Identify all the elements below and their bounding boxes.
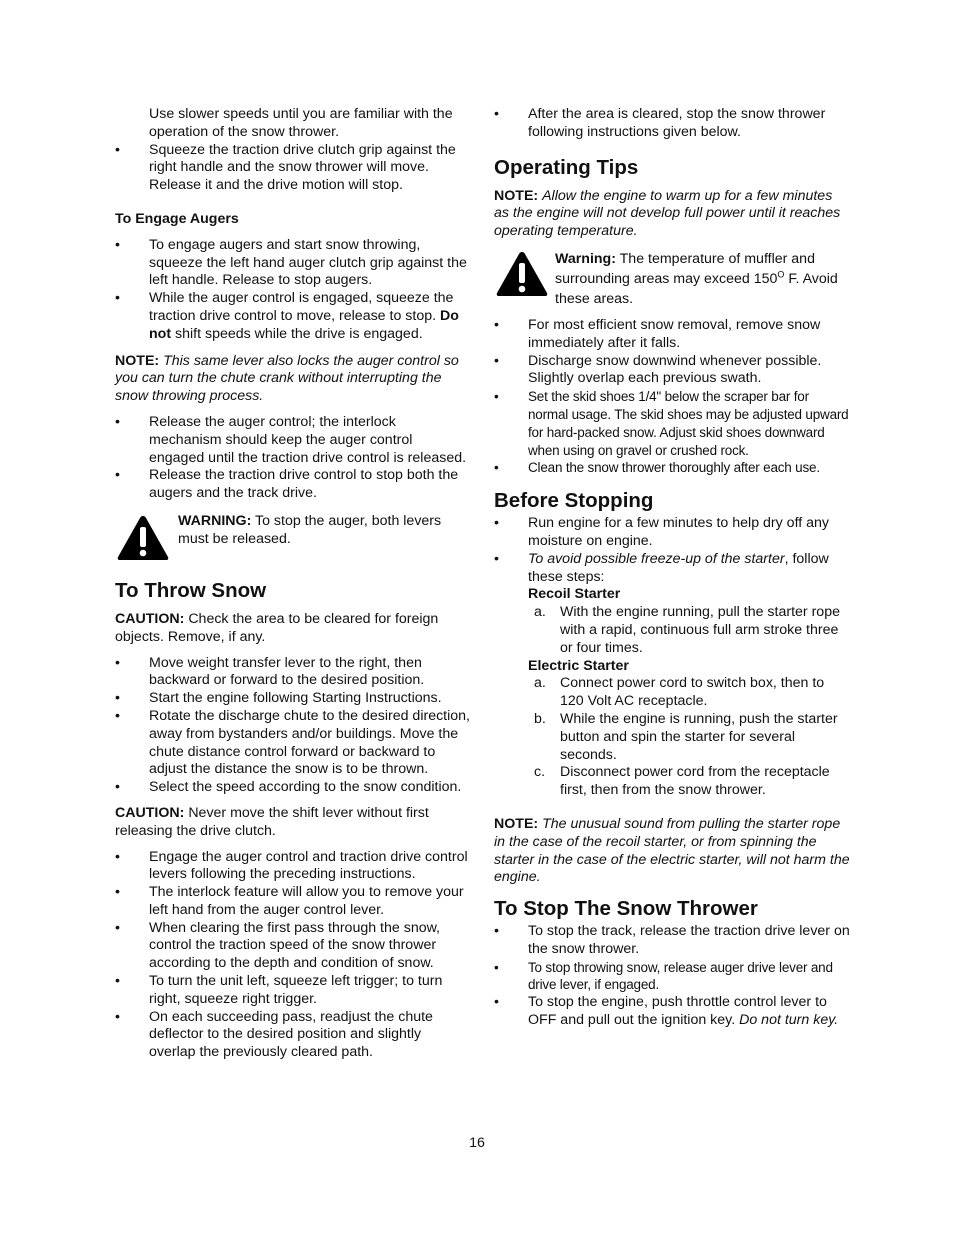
- list-item: • To stop the track, release the traction drive lever on the snow thrower.: [494, 923, 850, 959]
- list-item: [534, 764, 850, 800]
- step-marker: a.: [534, 604, 546, 621]
- italic-text: Do not turn key.: [739, 1012, 839, 1029]
- step-marker: a.: [534, 675, 546, 692]
- list-item: • To stop throwing snow, release auger drive lever and drive lever, if engaged.: [494, 959, 850, 995]
- final-bullet-list: [115, 849, 471, 1063]
- list-item: • After the area is cleared, stop the snow thrower following instructions given below.: [494, 106, 850, 142]
- list-item: • Rotate the discharge chute to the desired direction, away from bystanders and/or buildings. Move the chute distance control forward or backward to adjust the distance the snow is to be thrown.: [115, 708, 471, 779]
- stopping-bullet-list: [494, 515, 850, 586]
- degree-superscript: O: [777, 269, 785, 280]
- stop-bullet-list: [494, 923, 850, 1030]
- bullet-text: To stop the engine, push throttle control lever to OFF and pull out the ignition key.: [528, 994, 827, 1029]
- note-label: NOTE:: [115, 352, 160, 369]
- bullet-text: While the auger control is engaged, squeeze the traction drive control to move, release to stop.: [149, 290, 454, 324]
- step-marker: b.: [534, 710, 546, 727]
- list-item: • To turn the unit left, squeeze left trigger; to turn right, squeeze right trigger.: [115, 973, 471, 1009]
- bold-emphasis: Do not: [149, 307, 459, 342]
- top-bullet-list: [494, 106, 850, 142]
- step-text: Disconnect power cord from the receptacle first, then from the snow thrower.: [560, 764, 830, 799]
- note-text: Allow the engine to warm up for a few minutes as the engine will not develop full power until it reaches operating temperature.: [494, 187, 841, 240]
- list-item: • Move weight transfer lever to the right, then backward or forward to the desired position.: [115, 655, 471, 691]
- list-item: • Run engine for a few minutes to help dry off any moisture on engine.: [494, 515, 850, 551]
- warning-text: The temperature of muffler and surrounding areas may exceed 150: [555, 250, 815, 287]
- list-item: • Release the auger control; the interlock mechanism should keep the auger control engaged until the traction drive control is released.: [115, 414, 471, 467]
- list-item: • Release the traction drive control to stop both the augers and the track drive.: [115, 467, 471, 503]
- tips-bullet-list: [494, 317, 850, 477]
- recoil-steps-list: [494, 604, 850, 657]
- throw-bullet-list: [115, 655, 471, 797]
- intro-bullet-list: [115, 142, 471, 195]
- bullet-text-rest: shift speeds while the drive is engaged.: [175, 325, 423, 342]
- recoil-starter-label: Recoil Starter: [528, 586, 621, 603]
- step-text: Connect power cord to switch box, then to 120 Volt AC receptacle.: [560, 675, 825, 710]
- list-item: [534, 675, 850, 711]
- list-item: [494, 994, 850, 1030]
- list-item: • Discharge snow downwind whenever possible. Slightly overlap each previous swath.: [494, 353, 850, 389]
- electric-starter-label: Electric Starter: [528, 657, 629, 674]
- list-item: [494, 551, 850, 587]
- step-text: With the engine running, pull the starter rope with a rapid, continuous full arm stroke three or four times.: [560, 604, 840, 656]
- note-paragraph: [115, 353, 471, 406]
- list-item: • Start the engine following Starting Instructions.: [115, 690, 471, 708]
- list-item: • Engage the auger control and traction drive control levers following the preceding instructions.: [115, 849, 471, 885]
- list-item: • Select the speed according to the snow condition.: [115, 779, 471, 797]
- electric-steps-list: [494, 675, 850, 800]
- warning-text: To stop the auger, both levers must be released.: [178, 512, 442, 547]
- intro-continuation: Use slower speeds until you are familiar with the operation of the snow thrower.: [149, 106, 453, 140]
- step-text: While the engine is running, push the starter button and spin the starter for several seconds.: [560, 710, 838, 763]
- bullet-text-rest: , follow these steps:: [528, 550, 829, 585]
- list-item: • For most efficient snow removal, remove snow immediately after it falls.: [494, 317, 850, 353]
- interlock-bullet-list: [115, 414, 471, 503]
- list-item: [534, 711, 850, 764]
- list-item: • The interlock feature will allow you to remove your left hand from the auger control lever.: [115, 884, 471, 920]
- warning-block: [115, 513, 471, 565]
- left-column: [115, 106, 471, 1062]
- caution-label: CAUTION:: [115, 804, 185, 821]
- italic-text: To avoid possible freeze-up of the starter: [528, 550, 785, 567]
- note-label: NOTE:: [494, 187, 539, 204]
- caution-paragraph: [115, 611, 471, 647]
- list-item: [534, 604, 850, 657]
- warning-triangle-icon: [117, 515, 169, 561]
- list-item: • On each succeeding pass, readjust the chute deflector to the desired position and slightly overlap the previously cleared path.: [115, 1009, 471, 1062]
- list-item: • Squeeze the traction drive clutch grip against the right handle and the snow thrower will move. Release it and the drive motion will stop.: [115, 142, 471, 195]
- augers-bullet-list: [115, 237, 471, 344]
- step-marker: c.: [534, 764, 546, 781]
- warning-block: [494, 249, 850, 309]
- caution-label: CAUTION:: [115, 610, 185, 627]
- section-heading-throw-snow: To Throw Snow: [115, 578, 267, 602]
- warning-text-rest: F. Avoid these areas.: [555, 270, 838, 307]
- note-text: This same lever also locks the auger control so you can turn the chute crank without interrupting the snow throwing process.: [115, 352, 459, 405]
- note-text: The unusual sound from pulling the starter rope in the case of the recoil starter, or from spinning the starter in the case of the electric starter, will not harm the engine.: [494, 815, 850, 886]
- list-item: • To engage augers and start snow throwing, squeeze the left hand auger clutch grip against the left handle. Release to stop augers.: [115, 237, 471, 290]
- section-heading-stop-snow-thrower: To Stop The Snow Thrower: [494, 897, 758, 921]
- note-label: NOTE:: [494, 815, 539, 832]
- warning-label: Warning:: [555, 250, 616, 267]
- warning-triangle-icon: [496, 251, 548, 297]
- caution-text: Never move the shift lever without first releasing the drive clutch.: [115, 804, 429, 839]
- warning-label: WARNING:: [178, 512, 252, 529]
- caution-text: Check the area to be cleared for foreign objects. Remove, if any.: [115, 610, 439, 645]
- note-paragraph: [494, 816, 850, 887]
- page-number: 16: [469, 1135, 485, 1151]
- note-paragraph: [494, 188, 850, 241]
- list-item: • Set the skid shoes 1/4" below the scraper bar for normal usage. The skid shoes may be adjusted upward for hard-packed snow. Adjust skid shoes downward when using on gravel or crushed rock.: [494, 388, 850, 459]
- list-item: • Clean the snow thrower thoroughly after each use.: [494, 459, 850, 477]
- subheading-engage-augers: To Engage Augers: [115, 210, 239, 227]
- right-column: [494, 106, 850, 1030]
- caution-paragraph: [115, 805, 471, 841]
- section-heading-operating-tips: Operating Tips: [494, 155, 639, 179]
- section-heading-before-stopping: Before Stopping: [494, 489, 654, 513]
- list-item: [115, 290, 471, 343]
- list-item: • When clearing the first pass through the snow, control the traction speed of the snow thrower according to the depth and condition of snow.: [115, 920, 471, 973]
